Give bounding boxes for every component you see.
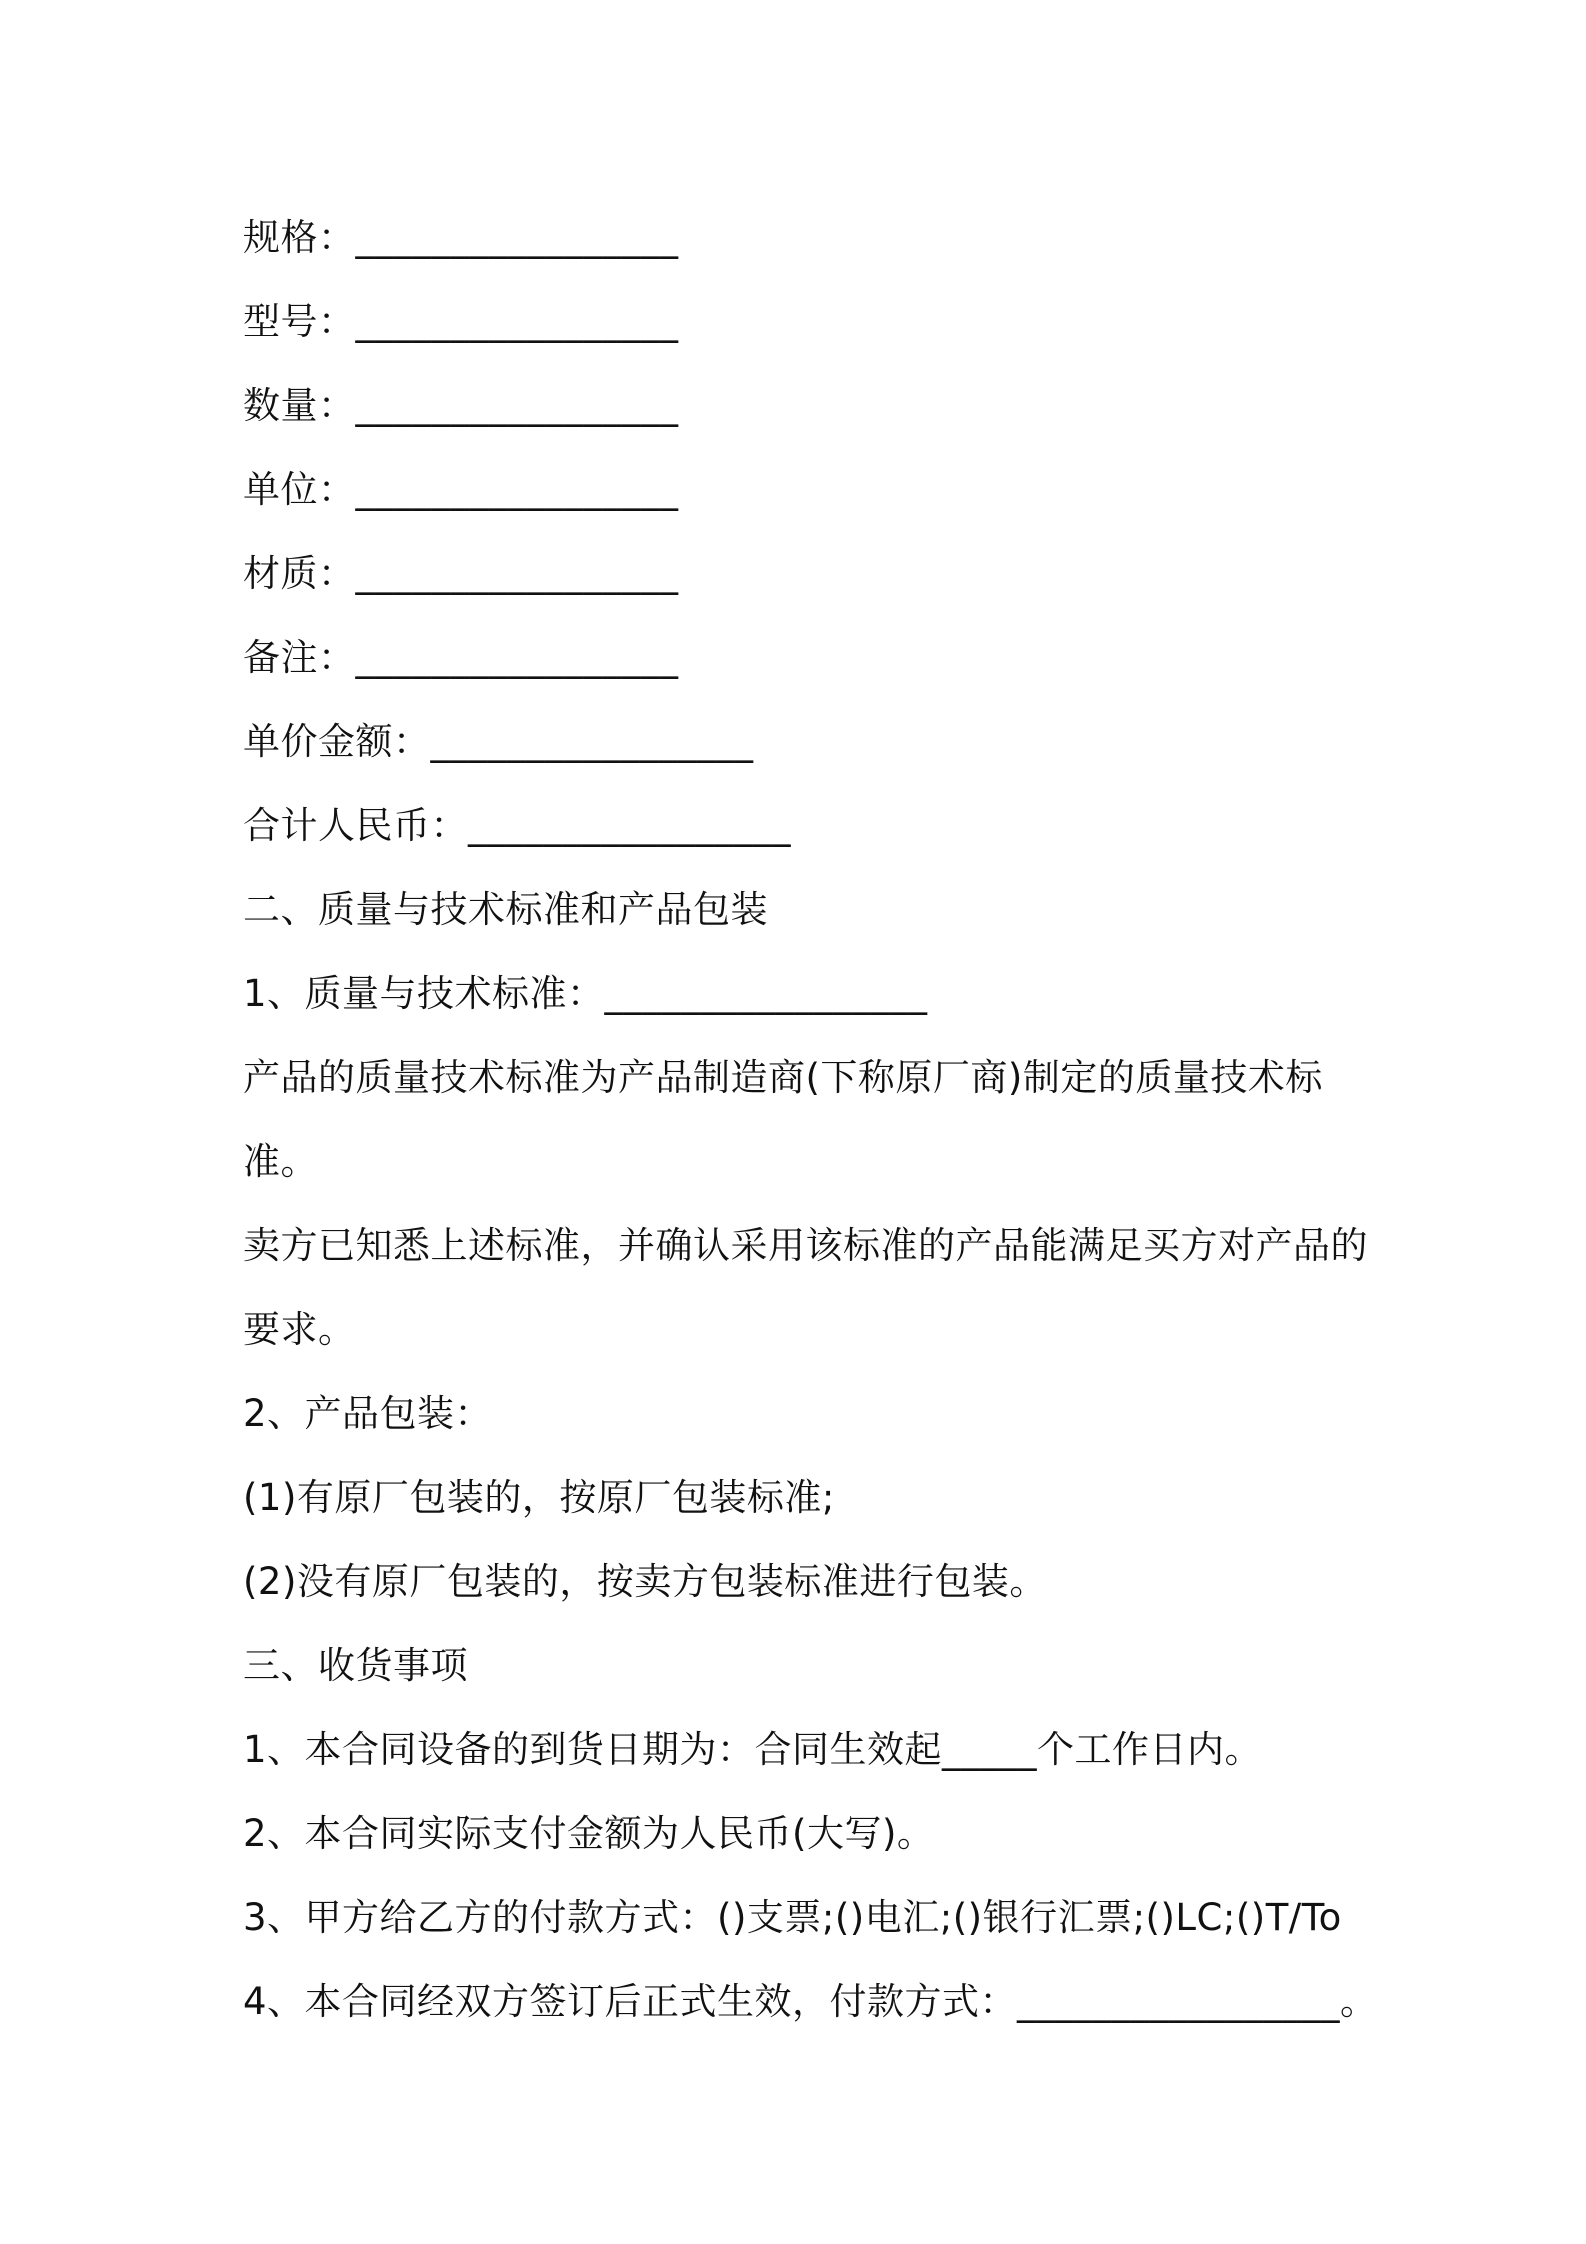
- clause-packaging-original: (1)有原厂包装的，按原厂包装标准;: [243, 1476, 835, 1519]
- field-quantity: 数量：_________________: [243, 384, 679, 427]
- document-body: [243, 196, 1383, 2044]
- clause-payment-amount: 2、本合同实际支付金额为人民币(大写)。: [243, 1812, 935, 1855]
- clause-delivery-date: 1、本合同设备的到货日期为：合同生效起_____个工作日内。: [243, 1728, 1263, 1771]
- clause-payment-method: 3、甲方给乙方的付款方式：()支票;()电汇;()银行汇票;()LC;()T/To: [243, 1896, 1342, 1939]
- field-spec: 规格：_________________: [243, 216, 679, 259]
- section-heading-receipt: 三、收货事项: [243, 1644, 468, 1687]
- field-material: 材质：_________________: [243, 552, 679, 595]
- paragraph-quality-description: 产品的质量技术标准为产品制造商(下称原厂商)制定的质量技术标准。: [243, 1056, 1323, 1183]
- field-total-rmb: 合计人民币：_________________: [243, 804, 791, 847]
- clause-packaging-seller: (2)没有原厂包装的，按卖方包装标准进行包装。: [243, 1560, 1047, 1603]
- field-unit-price: 单价金额：_________________: [243, 720, 754, 763]
- field-remarks: 备注：_________________: [243, 636, 679, 679]
- clause-packaging: 2、产品包装：: [243, 1392, 493, 1435]
- field-unit: 单位：_________________: [243, 468, 679, 511]
- paragraph-seller-acknowledgement: 卖方已知悉上述标准，并确认采用该标准的产品能满足买方对产品的要求。: [243, 1224, 1368, 1351]
- section-heading-quality: 二、质量与技术标准和产品包装: [243, 888, 768, 931]
- clause-quality-standard: 1、质量与技术标准：_________________: [243, 972, 928, 1015]
- field-model: 型号：_________________: [243, 300, 679, 343]
- clause-effective-payment: 4、本合同经双方签订后正式生效，付款方式：_________________。: [243, 1980, 1378, 2023]
